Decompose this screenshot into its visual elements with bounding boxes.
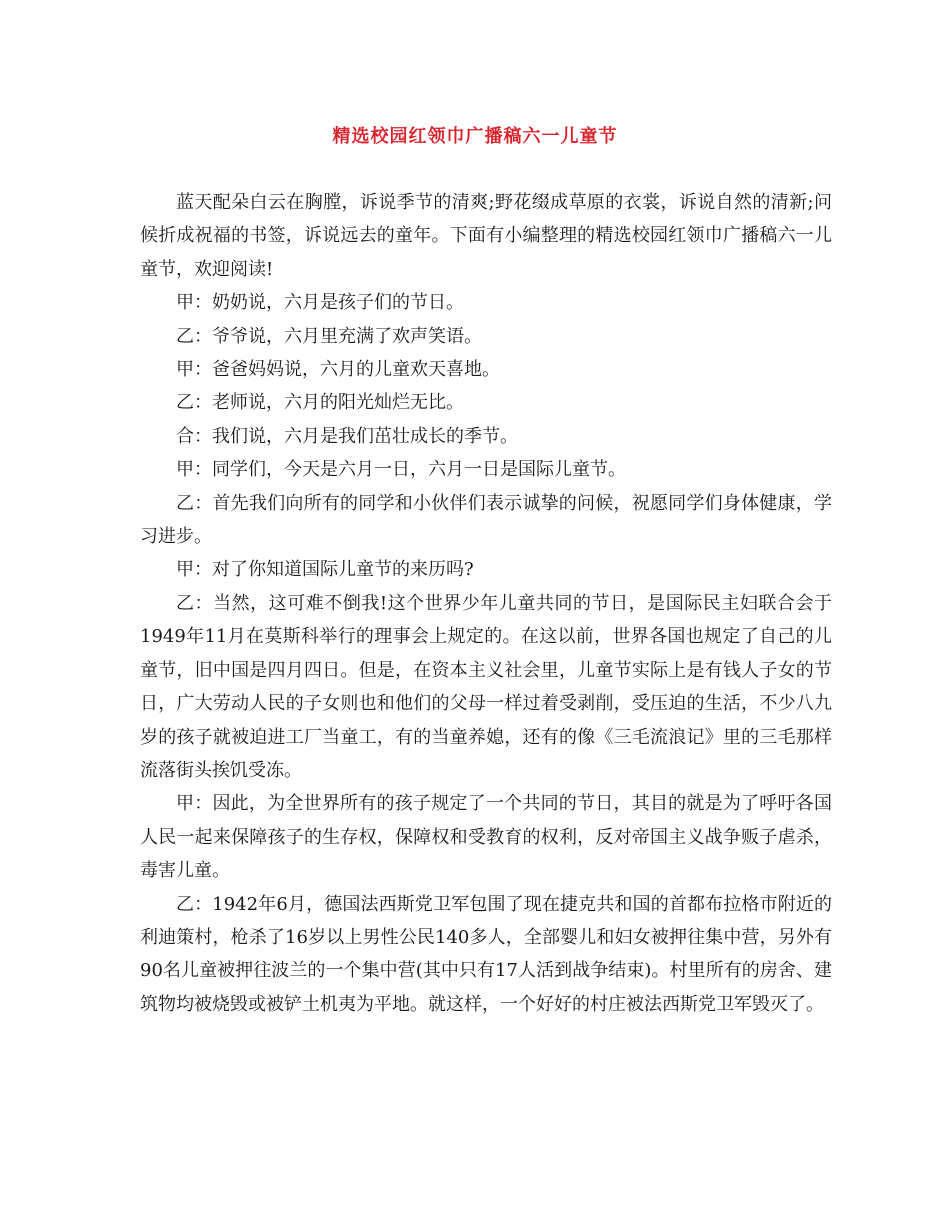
paragraph-dialogue: 乙：当然，这可难不倒我!这个世界少年儿童共同的节日，是国际民主妇联合会于1949年11月在莫斯科举行的理事会上规定的。在这以前，世界各国也规定了自己的儿童节，旧中国是四月四日。但是，在资本主义社会里，儿童节实际上是有钱人子女的节日，广大劳动人民的子女则也和他们的父母一样过着受剥削，受压迫的生活，不少八九岁的孩子就被迫进工厂当童工，有的当童养媳，还有的像《三毛流浪记》里的三毛那样流落街头挨饥受冻。 xyxy=(140,592,832,781)
paragraph-dialogue: 乙：老师说，六月的阳光灿烂无比。 xyxy=(176,392,464,414)
paragraph-dialogue: 乙：1942年6月，德国法西斯党卫军包围了现在捷克共和国的首都布拉格市附近的利迪策村，枪杀了16岁以上男性公民140多人，全部婴儿和妇女被押往集中营，另外有90名儿童被押往波兰的一个集中营(其中只有17人活到战争结束)。村里所有的房舍、建筑物均被烧毁或被铲土机夷为平地。就这样，一个好好的村庄被法西斯党卫军毁灭了。 xyxy=(140,893,832,1015)
paragraph-dialogue: 甲：对了你知道国际儿童节的来历吗? xyxy=(176,559,474,581)
paragraph-dialogue: 乙：首先我们向所有的同学和小伙伴们表示诚挚的问候，祝愿同学们身体健康，学习进步。 xyxy=(140,492,832,548)
document-title: 精选校园红领巾广播稿六一儿童节 xyxy=(332,126,618,147)
paragraph-dialogue: 乙：爷爷说，六月里充满了欢声笑语。 xyxy=(176,325,482,347)
paragraph-dialogue: 甲：奶奶说，六月是孩子们的节日。 xyxy=(176,292,464,314)
paragraph-dialogue: 合：我们说，六月是我们茁壮成长的季节。 xyxy=(176,425,518,447)
paragraph-dialogue: 甲：爸爸妈妈说，六月的儿童欢天喜地。 xyxy=(176,359,500,381)
paragraph-dialogue: 甲：同学们，今天是六月一日，六月一日是国际儿童节。 xyxy=(176,459,626,481)
paragraph-intro: 蓝天配朵白云在胸膛，诉说季节的清爽;野花缀成草原的衣裳，诉说自然的清新;问候折成祝福的书签，诉说远去的童年。下面有小编整理的精选校园红领巾广播稿六一儿童节，欢迎阅读! xyxy=(140,192,832,280)
document-body xyxy=(140,186,832,1021)
paragraph-dialogue: 甲：因此，为全世界所有的孩子规定了一个共同的节日，其目的就是为了呼吁各国人民一起来保障孩子的生存权，保障权和受教育的权利，反对帝国主义战争贩子虐杀，毒害儿童。 xyxy=(140,793,832,882)
